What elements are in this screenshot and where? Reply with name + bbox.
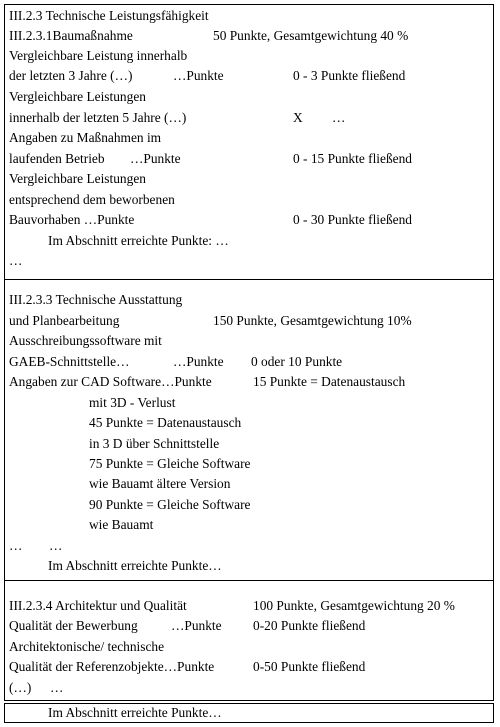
points-option: 75 Punkte = Gleiche Software <box>89 456 251 471</box>
subsection-heading: III.2.3.3 Technische Ausstattung <box>9 292 183 307</box>
points-option: 90 Punkte = Gleiche Software <box>89 497 251 512</box>
points-option: 45 Punkte = Datenaustausch <box>89 415 242 430</box>
criterion-label: Qualität der Bewerbung <box>9 618 138 633</box>
points-option: mit 3D - Verlust <box>89 395 176 410</box>
section-divider <box>4 580 494 581</box>
subsection-heading: III.2.3.1Baumaßnahme <box>9 28 133 43</box>
points-range: 0 oder 10 Punkte <box>251 354 343 369</box>
points-weighting: 100 Punkte, Gesamtgewichtung 20 % <box>253 598 455 613</box>
points-placeholder: …Punkte <box>130 151 181 166</box>
ellipsis: … <box>9 538 23 553</box>
points-placeholder: …Punkte <box>173 354 224 369</box>
section-points-total: Im Abschnitt erreichte Punkte: … <box>48 233 229 248</box>
section-heading: III.2.3 Technische Leistungsfähigkeit <box>9 8 209 23</box>
criterion-label: Vergleichbare Leistungen <box>9 171 146 186</box>
criterion-label: Qualität der Referenzobjekte…Punkte <box>9 659 215 674</box>
criterion-label: GAEB-Schnittstelle… <box>9 354 130 369</box>
points-range: 0 - 3 Punkte fließend <box>293 68 406 83</box>
subsection-heading: und Planbearbeitung <box>9 313 120 328</box>
ellipsis: (…) <box>9 680 32 695</box>
criterion-label: Bauvorhaben …Punkte <box>9 212 135 227</box>
criterion-label: entsprechend dem beworbenen <box>9 192 175 207</box>
ellipsis: … <box>50 680 64 695</box>
subsection-heading: III.2.3.4 Architektur und Qualität <box>9 598 187 613</box>
points-weighting: 50 Punkte, Gesamtgewichtung 40 % <box>213 28 409 43</box>
criterion-label: Vergleichbare Leistung innerhalb <box>9 48 188 63</box>
points-range: 0 - 15 Punkte fließend <box>293 151 413 166</box>
criterion-label: Architektonische/ technische <box>9 639 165 654</box>
points-option: wie Bauamt <box>89 517 154 532</box>
footer-points-total: Im Abschnitt erreichte Punkte… <box>48 705 222 720</box>
document-frame <box>4 4 494 701</box>
criterion-label: der letzten 3 Jahre (…) <box>9 68 133 83</box>
points-range: 0 - 30 Punkte fließend <box>293 212 413 227</box>
section-points-total: Im Abschnitt erreichte Punkte… <box>48 558 222 573</box>
criterion-label: Angaben zur CAD Software…Punkte <box>9 374 212 389</box>
points-range: 0-20 Punkte fließend <box>253 618 366 633</box>
points-placeholder: …Punkte <box>173 68 224 83</box>
points-option: wie Bauamt ältere Version <box>89 476 231 491</box>
points-weighting: 150 Punkte, Gesamtgewichtung 10% <box>213 313 412 328</box>
points-range: 0-50 Punkte fließend <box>253 659 366 674</box>
criterion-label: laufenden Betrieb <box>9 151 105 166</box>
ellipsis: … <box>9 253 23 268</box>
points-placeholder: …Punkte <box>171 618 222 633</box>
ellipsis: … <box>49 538 63 553</box>
criterion-label: innerhalb der letzten 5 Jahre (…) <box>9 110 187 125</box>
ellipsis: … <box>332 110 346 125</box>
criterion-label: Ausschreibungssoftware mit <box>9 333 162 348</box>
section-divider <box>4 279 494 280</box>
points-option: in 3 D über Schnittstelle <box>89 436 220 451</box>
points-option: 15 Punkte = Datenaustausch <box>253 374 406 389</box>
criterion-label: Angaben zu Maßnahmen im <box>9 130 162 145</box>
criterion-label: Vergleichbare Leistungen <box>9 89 146 104</box>
cross-mark: X <box>293 110 303 125</box>
